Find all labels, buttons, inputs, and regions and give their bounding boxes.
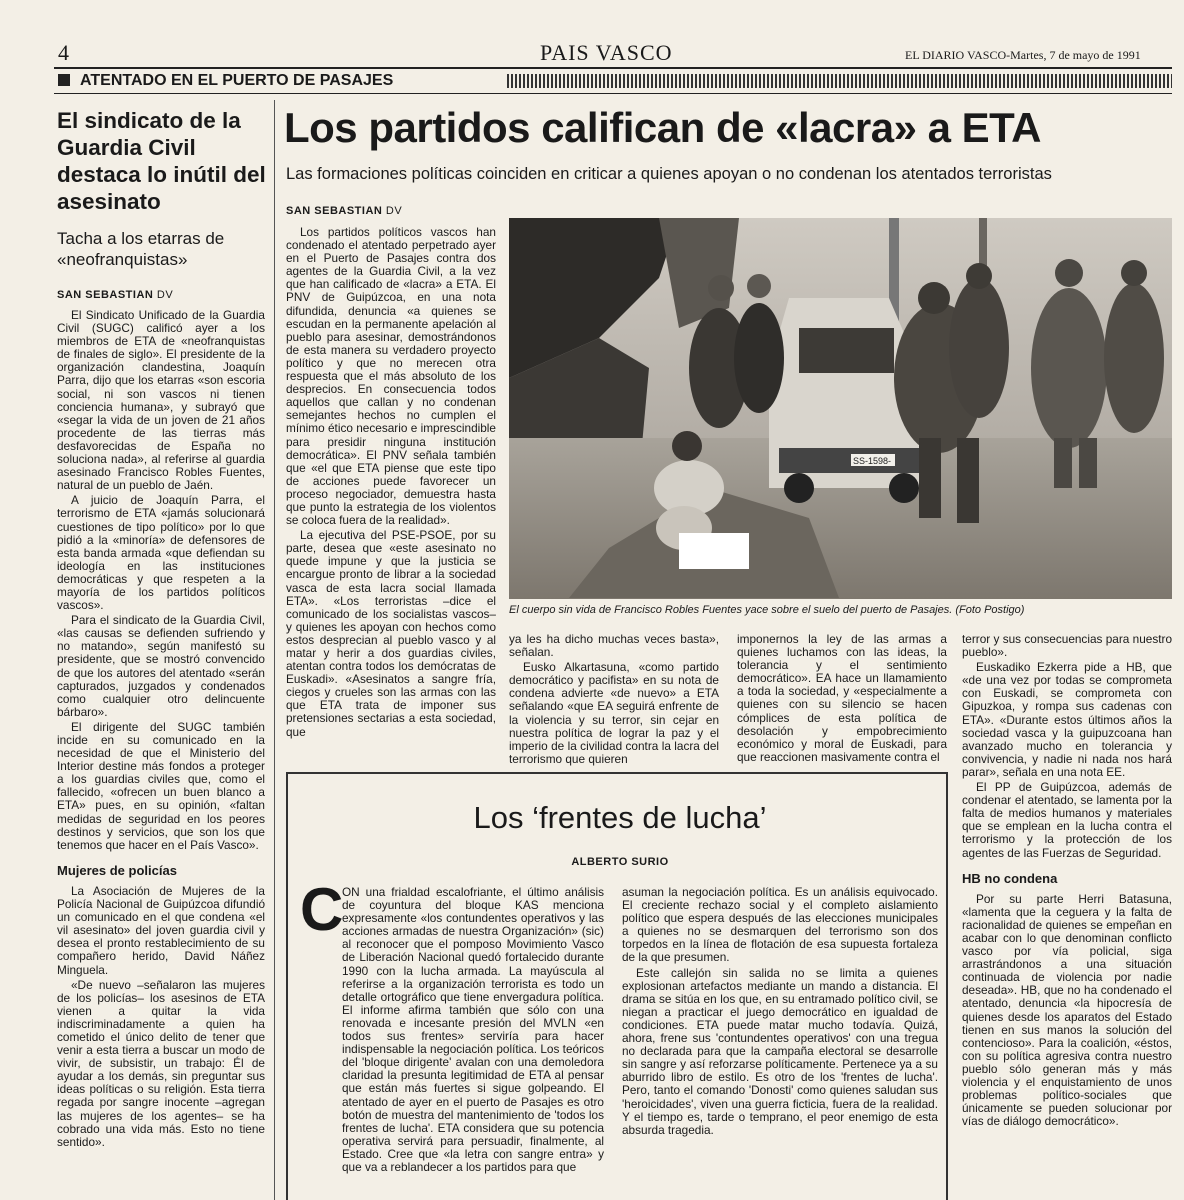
- side-article-subhead: Tacha a los etarras de «neofranquistas»: [57, 229, 225, 269]
- paragraph: asuman la negociación política. Es un análisis equivocado. El creciente rechazo social y el completo aislamiento político que espera después de las elecciones municipales a quienes no se desmarquen del terrorismo son dos torpedos en la línea de flotación de esa supuesta fortaleza de la que presumen.: [622, 885, 938, 965]
- section-title: PAIS VASCO: [540, 40, 673, 65]
- main-headline: Los partidos califican de «lacra» a ETA: [284, 104, 1042, 151]
- paragraph: La Asociación de Mujeres de la Policía Nacional de Guipúzcoa difundió un comunicado en el que condena «el vil asesinato» del joven guardia civil y desea el pronto restablecimiento de su compañero herido, David Náñez Minguela.: [57, 883, 265, 977]
- header-rule: [54, 67, 1172, 69]
- page-number: 4: [58, 40, 69, 65]
- paragraph: terror y sus consecuencias para nuestro pueblo».: [962, 632, 1172, 660]
- byline-agency: DV: [156, 289, 174, 301]
- paragraph: El dirigente del SUGC también incide en su comunicado en la necesidad de que el Ministerio del Interior destine más fondos a proteger a los guardias civiles que, como el fallecido, «ofrecen un buen blanco a ETA» pues, en su opinión, «faltan medidas de seguridad en los peores destinos y servicios, que son los que tenemos que hacer en el País Vasco».: [57, 719, 265, 852]
- paragraph: Los partidos políticos vascos han condenado el atentado perpetrado ayer en el Puerto de Pasajes contra dos agentes de la Guardia Civil, a la vez que han calificado de «lacra» a ETA. El PNV de Guipúzcoa, en una nota difundida, denuncia «a quienes se escudan en la permanente apelación al pueblo para asesinar, demostrándonos de esta manera su verdadero proyecto político y que no merecen otra respuesta que el más absoluto de los desprecios. En consecuencia todos aquellos que callan y no condenan semejantes hechos no cumplen el mínimo ético necesario e imprescindible para presidir ninguna institución democrática». El PNV señala también que «el que ETA piense que este tipo de acciones puede favorecer un proceso negociador, demuestra hasta que punto la estrategia de los violentos se coloca fuera de la realidad».: [286, 225, 496, 528]
- paragraph: «De nuevo –señalaron las mujeres de los policías– los asesinos de ETA vienen a quitar la vida indiscriminadamente a quien ha cometido el único delito de tener que venir a esta tierra a buscar un modo de vivir, de subsistir, un trabajo: Él de ayudar a los demás, sin preguntar sus ideas políticas o su religión. Esta tierra regada por sangre inocente –agregan las mujeres de los agentes– se ha cobrado una vida más. Esto no tiene sentido».: [57, 977, 265, 1149]
- license-plate: SS-1598-: [853, 456, 892, 466]
- opinion-column-2: [622, 886, 938, 1137]
- opinion-title: Los ‘frentes de lucha’: [473, 800, 767, 835]
- main-column-4: [962, 633, 1172, 1128]
- photo-caption: El cuerpo sin vida de Francisco Robles Fuentes yace sobre el suelo del puerto de Pasajes. (Foto Postigo): [509, 604, 1025, 616]
- opinion-column-1: [342, 886, 604, 1174]
- byline-place: SAN SEBASTIAN: [57, 289, 154, 301]
- paragraph: ON una frialdad escalofriante, el último análisis de coyuntura del bloque KAS menciona expresamente «los contundentes operativos y las acciones armadas de nuestra Organización» (sic) al reconocer que el pomposo Movimiento Vasco de Liberación Nacional quedó fortalecido durante 1990 con la lucha armada. La mayúscula al referirse a la organización terrorista es todo un detalle ortográfico que tiene envergadura política. El informe afirma también que sólo con una renovada e incesante presión del MVLN «en todos sus frentes» serviría para hacer indispensable la negociación política. Los teóricos del 'bloque dirigente' avalan con una demoledora claridad la presunta legitimidad de ETA al pensar que están más fuertes si sigue golpeando. El atentado de ayer en el puerto de Pasajes es otro botón de muestra del mantenimiento de 'todos los frentes de lucha'. ETA considera que su potencia operativa servirá para persuadir, finalmente, al Estado. Cree que «la letra con sangre entra» y que va a reblandecer a los partidos para que: [342, 885, 604, 1174]
- rubric-square-icon: [58, 74, 70, 86]
- byline-place: SAN SEBASTIAN: [286, 205, 383, 217]
- section-rubric: ATENTADO EN EL PUERTO DE PASAJES: [80, 72, 394, 89]
- main-column-1: [286, 226, 496, 739]
- paragraph: El Sindicato Unificado de la Guardia Civil (SUGC) calificó ayer a los miembros de ETA de «neofranquistas de finales de siglo». El presidente de la organización clandestina, Joaquín Parra, dijo que los etarras «son escoria social, ni son vascos ni tienen conciencia humana», y subrayó que «segar la vida de un joven de 21 años procedente de las tierras más desfavorecidas de España no soluciona nada», al referirse al guardia asesinado Francisco Robles Fuentes, natural de un pueblo de Jaén.: [57, 308, 265, 493]
- paragraph: Este callejón sin salida no se limita a quienes explosionan artefactos mediante un mando a distancia. El drama se sitúa en los que, en su entramado político civil, se niegan a practicar el juego democrático en igualdad de condiciones. ETA puede matar mucho todavía. Quizá, ahora, frene sus 'contundentes operativos' con una tregua no declarada para que la campaña electoral se desarrolle sin sangre y así reforzarse políticamente. Pertenece ya a su aburrido libro de estilo. Es otro de los 'frentes de lucha'. Pero, tanto el comando 'Donosti' como quienes saludan sus 'heroicidades', viven una guerra ficticia, fuera de la realidad. Y el tiempo es, tarde o temprano, el peor enemigo de esta absurda tragedia.: [622, 965, 938, 1137]
- side-article-subtitle: Mujeres de policías: [57, 862, 177, 878]
- paragraph: Euskadiko Ezkerra pide a HB, que «de una vez por todas se comprometa con Euskadi, se comprometa con Gipuzkoa, y rompa sus cadenas con ETA». «Durante estos últimos años la sociedad vasca y la guipuzcoana han avanzado mucho en tolerancia y convivencia, y nadie ni nada nos hará parar», señala en una nota EE.: [962, 660, 1172, 779]
- col4-subtitle: HB no condena: [962, 870, 1058, 886]
- side-article-headline: El sindicato de la Guardia Civil destaca lo inútil del asesinato: [57, 108, 266, 214]
- main-byline: [286, 205, 402, 217]
- paragraph: Para el sindicato de la Guardia Civil, «las causas se defienden sufriendo y no matando», según manifestó su presidente, que se mostró convencido de que los autores del atentado «serán capturados, juzgados y condenados como cualquier otro delincuente bárbaro».: [57, 613, 265, 719]
- column-divider: [274, 100, 275, 1200]
- opinion-author: ALBERTO SURIO: [571, 856, 669, 868]
- paragraph: ya les ha dicho muchas veces basta», señalan.: [509, 632, 719, 660]
- paragraph: imponernos la ley de las armas a quienes luchamos con las ideas, la tolerancia y el sentimiento democrático». EA hace un llamamiento a toda la sociedad, y «especialmente a quienes con su silencio se hacen cómplices de esta política de desolación y empobrecimiento económico y moral de Euskadi, para que reaccionen masivamente contra el: [737, 632, 947, 764]
- drop-cap: C: [300, 876, 344, 943]
- side-article-byline: [57, 289, 173, 301]
- rubric-rule: [54, 93, 1172, 94]
- paragraph: Eusko Alkartasuna, «como partido democrático y pacifista» en su nota de condena advierte «de nuevo» a ETA señalando «que EA seguirá enfrente de la violencia y su terror, sin cejar en nuestra política de lograr la paz y el imperio de la civilidad contra la lacra del terrorismo que quieren: [509, 660, 719, 766]
- byline-agency: DV: [385, 205, 403, 217]
- news-photo: [509, 218, 1172, 599]
- side-article-body: [57, 309, 265, 1149]
- main-deck: Las formaciones políticas coinciden en criticar a quienes apoyan o no condenan los atentados terroristas: [286, 165, 1052, 183]
- paragraph: Por su parte Herri Batasuna, «lamenta que la ceguera y la falta de racionalidad de quienes se empeñan en acabar con lo que denominan conflicto vasco por vía policial, siga arrastrándonos a una situación continuada de violencia por nadie deseada». HB, que no ha condenado el atentado, denuncia «la hipocresía de quienes desde los aparatos del Estado tienen en sus manos la solución del contencioso». Para la coalición, «éstos, con su política agresiva contra nuestro pueblo sólo generan más y más violencia y el enquistamiento de unos problemas político-sociales que únicamente se pueden solucionar por vías de diálogo democrático».: [962, 891, 1172, 1129]
- paragraph: A juicio de Joaquín Parra, el terrorismo de ETA «jamás solucionará cuestiones de tipo político» por lo que pidió a la «minoría» de defensores de esta banda armada «que defiendan su ideología en las instituciones democráticas y que respeten a la mayoría de los partidos políticos vascos».: [57, 493, 265, 613]
- paragraph: La ejecutiva del PSE-PSOE, por su parte, desea que «este asesinato no quede impune y que la justicia se encargue pronto de librar a la sociedad vasca de esta lacra social llamada ETA». «Los terroristas –dice el comunicado de los socialistas vascos– y quienes les apoyan con hechos como estos desprecian al pueblo vasco y al matar y herir a dos guardias civiles, atentan contra todos los demócratas de Euskadi». «Asesinatos a sangre fría, ciegos y crueles son las armas con las que ETA trata de imponer sus pretensiones sectarias a esta sociedad, que: [286, 528, 496, 739]
- dateline: EL DIARIO VASCO-Martes, 7 de mayo de 1991: [905, 48, 1141, 62]
- paragraph: El PP de Guipúzcoa, además de condenar el atentado, se lamenta por la falta de medios humanos y materiales que se emplean en la lucha contra el terrorismo y la protección de los agentes de las Fuerzas de Seguridad.: [962, 780, 1172, 860]
- main-column-3: [737, 633, 947, 764]
- main-column-2: [509, 633, 719, 766]
- photo-image: [509, 218, 1172, 599]
- rubric-hatch: [507, 74, 1172, 88]
